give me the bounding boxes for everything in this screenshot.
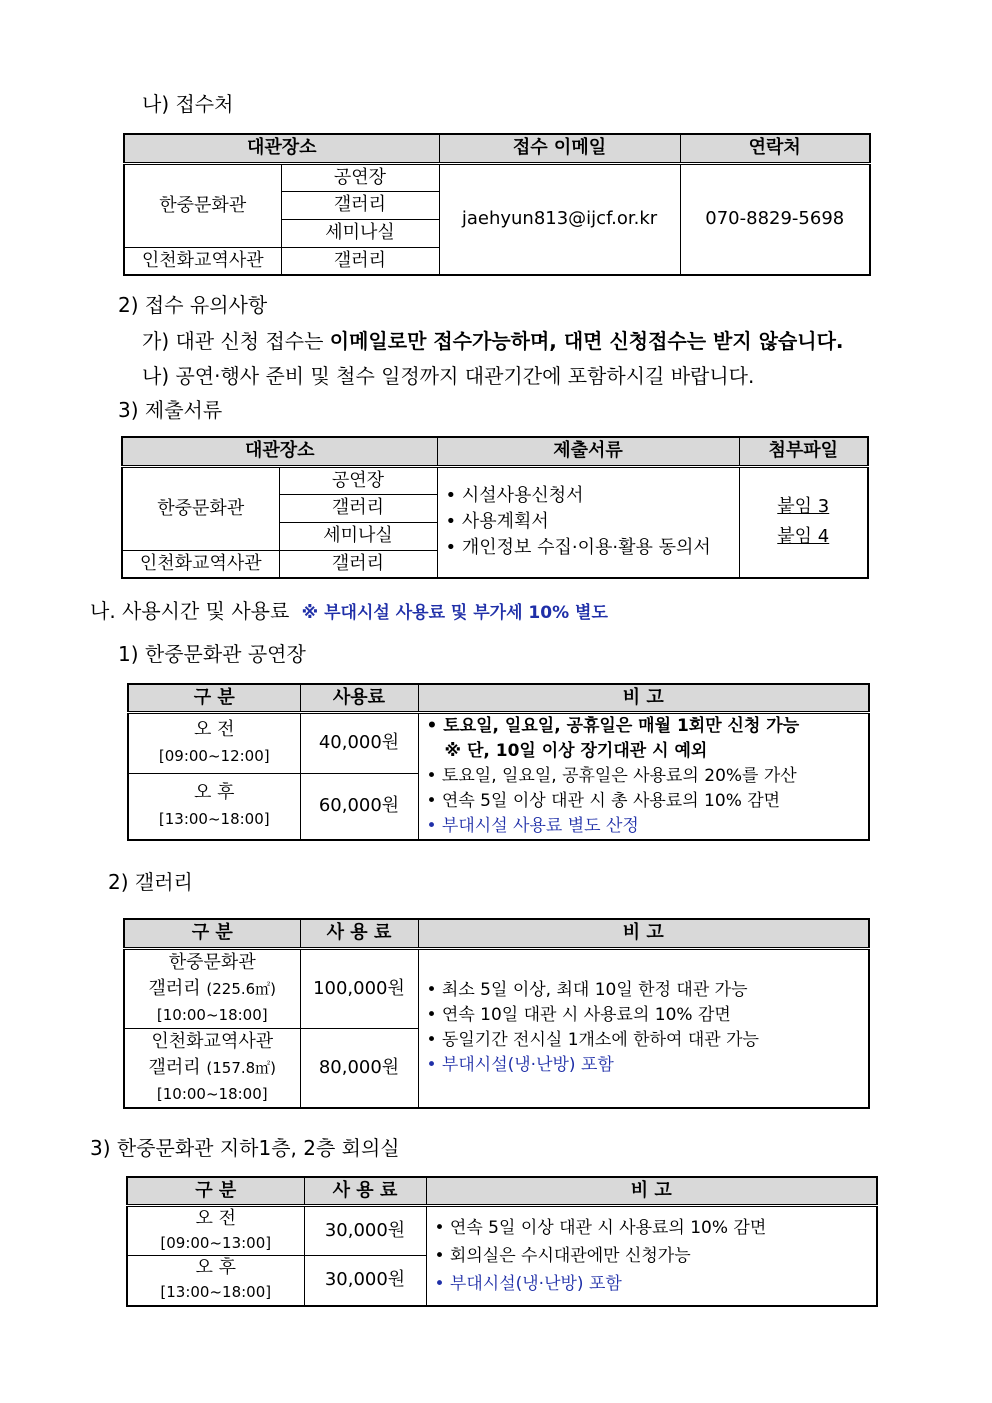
notes-item-2: 나) 공연·행사 준비 및 철수 일정까지 대관기간에 포함하시길 바랍니다. (142, 364, 755, 388)
gallery-table (123, 918, 870, 1109)
venue-hanjung: 한중문화관 (124, 163, 281, 247)
header-phone: 연락처 (680, 134, 870, 163)
theater-remarks (418, 712, 869, 840)
meeting-heading: 3) 한중문화관 지하1층, 2층 회의실 (90, 1136, 400, 1160)
usage-heading-note: ※ 부대시설 사용료 및 부가세 10% 별도 (301, 603, 608, 623)
reception-heading: 나) 접수처 (142, 92, 234, 116)
fee-value: 40,000원 (300, 712, 418, 773)
period-time: [13:00~18:00] (158, 810, 270, 829)
fee-value: 30,000원 (304, 1255, 426, 1306)
notes-heading: 2) 접수 유의사항 (118, 293, 268, 317)
documents-table (121, 436, 869, 579)
period-label: 오 후 (195, 1257, 236, 1279)
notes-item-1 (142, 327, 844, 355)
usage-heading (90, 597, 608, 627)
gallery-area-line (125, 976, 300, 1002)
theater-table (127, 683, 870, 841)
period-label: 오 전 (194, 719, 235, 740)
header-fee: 사 용 료 (300, 919, 418, 948)
gallery-remarks (418, 948, 869, 1108)
remark-item: • 회의실은 수시대관에만 신청가능 (434, 1245, 691, 1266)
header-email: 접수 이메일 (439, 134, 680, 163)
document-item: • 개인정보 수집·이용·활용 동의서 (445, 537, 711, 559)
period-time: [13:00~18:00] (160, 1283, 272, 1302)
venue-history-museum: 인천화교역사관 (124, 247, 281, 275)
reception-table (123, 133, 871, 276)
header-venue: 대관장소 (122, 437, 437, 466)
room-seminar: 세미나실 (281, 219, 439, 247)
period-time: [09:00~12:00] (158, 747, 270, 765)
header-remarks: 비 고 (426, 1177, 877, 1205)
fee-value: 30,000원 (304, 1205, 426, 1255)
meeting-remarks (426, 1205, 877, 1306)
header-documents: 제출서류 (437, 437, 739, 466)
venue-history-museum: 인천화교역사관 (122, 550, 279, 578)
remark-item: • 최소 5일 이상, 최대 10일 한정 대관 가능 (426, 980, 748, 1001)
header-category: 구 분 (124, 919, 300, 948)
header-remarks: 비 고 (418, 919, 869, 948)
gallery-name: 갤러리 (148, 977, 201, 999)
attachment-link[interactable]: 붙임 4 (777, 526, 830, 548)
header-category: 구 분 (128, 684, 300, 712)
room-gallery: 갤러리 (281, 191, 439, 219)
document-item: • 사용계획서 (445, 511, 549, 533)
period-label: 오 전 (195, 1207, 236, 1229)
period-time: [10:00~18:00] (156, 1084, 268, 1103)
period-time: [09:00~13:00] (160, 1233, 272, 1252)
attachment-link[interactable]: 붙임 3 (777, 496, 830, 518)
venue-hanjung: 한중문화관 (122, 466, 279, 550)
venue-name: 한중문화관 (168, 951, 256, 973)
reception-phone: 070-8829-5698 (680, 163, 870, 275)
remark-item: • 동일기간 전시실 1개소에 한하여 대관 가능 (426, 1030, 759, 1051)
reception-email[interactable]: jaehyun813@ijcf.or.kr (439, 163, 680, 275)
period-cell (128, 712, 300, 773)
notes-item-1-prefix: 가) 대관 신청 접수는 (142, 329, 330, 353)
room-gallery: 갤러리 (281, 247, 439, 275)
remark-item: • 부대시설(냉·난방) 포함 (434, 1273, 622, 1294)
room-theater: 공연장 (281, 163, 439, 191)
document-list (437, 466, 739, 578)
gallery-area: (157.8㎡) (206, 1058, 277, 1077)
remark-item: • 토요일, 일요일, 공휴일은 매월 1회만 신청 가능 (426, 715, 800, 736)
fee-value: 100,000원 (300, 948, 418, 1028)
attachment-list (739, 466, 868, 578)
venue-name: 인천화교역사관 (151, 1030, 274, 1052)
room-gallery: 갤러리 (279, 494, 437, 522)
notes-item-1-emphasis: 이메일로만 접수가능하며, 대면 신청접수는 받지 않습니다. (329, 329, 844, 353)
period-cell (128, 773, 300, 840)
room-theater: 공연장 (279, 466, 437, 494)
remark-item: • 토요일, 일요일, 공휴일은 사용료의 20%를 가산 (426, 765, 797, 786)
period-cell (127, 1255, 304, 1306)
period-time: [10:00~18:00] (156, 1005, 268, 1024)
period-cell (127, 1205, 304, 1255)
gallery-area: (225.6㎡) (206, 979, 277, 998)
header-category: 구 분 (127, 1177, 304, 1205)
room-gallery: 갤러리 (279, 550, 437, 578)
gallery-venue-cell (124, 1028, 300, 1108)
fee-value: 80,000원 (300, 1028, 418, 1108)
remark-item: • 부대시설(냉·난방) 포함 (426, 1055, 614, 1076)
gallery-name: 갤러리 (148, 1056, 201, 1078)
header-fee: 사용료 (300, 684, 418, 712)
remark-item: • 연속 5일 이상 대관 시 총 사용료의 10% 감면 (426, 790, 781, 811)
document-item: • 시설사용신청서 (445, 485, 584, 507)
gallery-area-line (125, 1055, 300, 1081)
period-label: 오 후 (194, 782, 235, 804)
header-fee: 사 용 료 (304, 1177, 426, 1205)
remark-item: • 연속 5일 이상 대관 시 사용료의 10% 감면 (434, 1217, 767, 1238)
documents-heading: 3) 제출서류 (118, 398, 223, 422)
header-venue: 대관장소 (124, 134, 439, 163)
fee-value: 60,000원 (300, 773, 418, 840)
header-remarks: 비 고 (418, 684, 869, 712)
header-attachments: 첨부파일 (739, 437, 868, 466)
theater-heading: 1) 한중문화관 공연장 (118, 642, 306, 666)
remark-item: • 연속 10일 대관 시 사용료의 10% 감면 (426, 1005, 731, 1026)
usage-heading-text: 나. 사용시간 및 사용료 (90, 599, 290, 623)
gallery-venue-cell (124, 948, 300, 1028)
gallery-heading: 2) 갤러리 (108, 870, 193, 894)
remark-subitem: ※ 단, 10일 이상 장기대관 시 예외 (444, 740, 708, 761)
room-seminar: 세미나실 (279, 522, 437, 550)
meeting-table (126, 1176, 878, 1307)
remark-item: • 부대시설 사용료 별도 산정 (426, 815, 639, 836)
